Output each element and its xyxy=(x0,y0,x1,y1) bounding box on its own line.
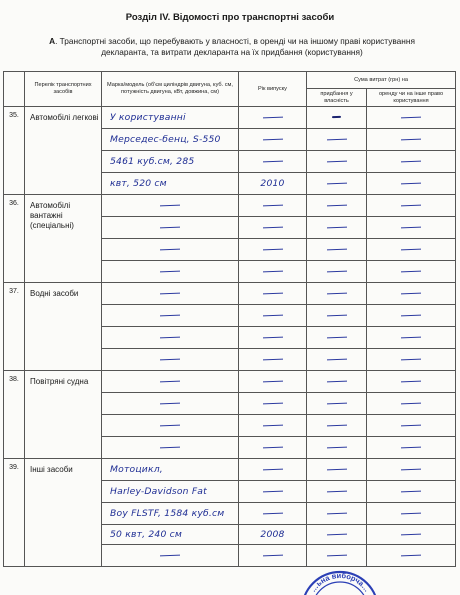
header-rent: оренду чи на інше право користування xyxy=(367,89,456,107)
purchase-cell xyxy=(307,107,367,129)
brand-cell: 50 квт, 240 см xyxy=(102,525,239,545)
dash-mark xyxy=(326,138,346,140)
purchase-cell xyxy=(307,129,367,151)
section-number: 38. xyxy=(4,371,25,459)
dash-mark xyxy=(401,512,421,514)
dash-mark xyxy=(401,336,421,338)
dash-mark xyxy=(326,533,346,535)
dash-mark xyxy=(401,160,421,162)
dash-mark xyxy=(262,226,282,228)
purchase-cell xyxy=(307,545,367,567)
dash-mark xyxy=(262,380,282,382)
brand-cell xyxy=(102,415,239,437)
dash-mark xyxy=(326,314,346,316)
rent-cell xyxy=(367,239,456,261)
dash-mark xyxy=(262,490,282,492)
intro-letter: А xyxy=(49,36,56,46)
dash-mark xyxy=(401,468,421,470)
dash-mark xyxy=(326,160,346,162)
dash-mark xyxy=(262,314,282,316)
year-cell xyxy=(239,415,307,437)
official-stamp xyxy=(290,568,390,595)
rent-cell xyxy=(367,305,456,327)
header-num xyxy=(4,72,25,107)
dash-mark xyxy=(262,554,282,556)
year-cell xyxy=(239,327,307,349)
rent-cell xyxy=(367,327,456,349)
dash-mark xyxy=(262,116,282,118)
dash-mark xyxy=(262,468,282,470)
brand-cell xyxy=(102,261,239,283)
brand-cell xyxy=(102,195,239,217)
intro-text: . Транспортні засоби, що перебувають у власності, в оренді чи на іншому праві користування декларанта, та витрати декларанта на їх придбання (користування) xyxy=(55,36,415,57)
dash-mark xyxy=(160,446,180,448)
table-row xyxy=(4,371,456,393)
header-brand: Марка/модель (об'єм циліндрів двигуна, куб. см, потужність двигуна, кВт, довжина, см) xyxy=(102,72,239,107)
dash-mark xyxy=(326,182,346,184)
header-type: Перелік транспортних засобів xyxy=(25,72,102,107)
brand-cell: Мотоцикл, xyxy=(102,459,239,481)
dash-mark xyxy=(401,490,421,492)
year-cell xyxy=(239,503,307,525)
rent-cell xyxy=(367,459,456,481)
year-cell xyxy=(239,481,307,503)
dash-mark xyxy=(326,292,346,294)
brand-cell xyxy=(102,239,239,261)
purchase-cell xyxy=(307,349,367,371)
year-cell xyxy=(239,239,307,261)
dash-mark xyxy=(401,182,421,184)
brand-cell xyxy=(102,393,239,415)
year-cell xyxy=(239,195,307,217)
dash-mark xyxy=(160,554,180,556)
header-year: Рік випуску xyxy=(239,72,307,107)
year-cell xyxy=(239,349,307,371)
dash-mark xyxy=(326,424,346,426)
dash-mark xyxy=(326,468,346,470)
rent-cell xyxy=(367,107,456,129)
section-label: Водні засоби xyxy=(25,283,102,371)
dash-mark xyxy=(160,204,180,206)
purchase-cell xyxy=(307,217,367,239)
purchase-cell xyxy=(307,305,367,327)
purchase-cell xyxy=(307,503,367,525)
dash-mark xyxy=(262,270,282,272)
dash-mark xyxy=(262,446,282,448)
purchase-cell xyxy=(307,525,367,545)
dash-mark xyxy=(262,512,282,514)
table-row xyxy=(4,459,456,481)
section-label: Повітряні судна xyxy=(25,371,102,459)
table-row xyxy=(4,283,456,305)
rent-cell xyxy=(367,349,456,371)
dash-mark xyxy=(401,533,421,535)
dash-mark xyxy=(326,226,346,228)
dash-mark xyxy=(326,402,346,404)
rent-cell xyxy=(367,261,456,283)
dash-mark xyxy=(401,314,421,316)
dash-mark xyxy=(262,358,282,360)
brand-cell xyxy=(102,349,239,371)
dash-mark xyxy=(160,336,180,338)
dash-mark xyxy=(160,292,180,294)
year-cell xyxy=(239,305,307,327)
purchase-cell xyxy=(307,151,367,173)
dash-mark xyxy=(401,138,421,140)
section-label: Інші засоби xyxy=(25,459,102,567)
purchase-cell xyxy=(307,437,367,459)
year-cell xyxy=(239,217,307,239)
dash-mark xyxy=(401,424,421,426)
purchase-cell xyxy=(307,261,367,283)
transport-table xyxy=(3,71,456,567)
dash-mark xyxy=(160,314,180,316)
dash-mark xyxy=(160,358,180,360)
header-spend: Сума витрат (грн) на xyxy=(307,72,456,89)
dash-mark xyxy=(326,270,346,272)
dash-mark xyxy=(326,554,346,556)
purchase-cell xyxy=(307,195,367,217)
purchase-cell xyxy=(307,415,367,437)
year-cell xyxy=(239,261,307,283)
purchase-cell xyxy=(307,481,367,503)
section-label: Автомобілі вантажні (спеціальні) xyxy=(25,195,102,283)
rent-cell xyxy=(367,217,456,239)
dash-mark xyxy=(326,446,346,448)
brand-cell xyxy=(102,327,239,349)
section-number: 35. xyxy=(4,107,25,195)
dash-mark xyxy=(262,402,282,404)
dash-mark xyxy=(160,270,180,272)
year-cell xyxy=(239,107,307,129)
purchase-cell xyxy=(307,283,367,305)
brand-cell: квт, 520 см xyxy=(102,173,239,195)
rent-cell xyxy=(367,283,456,305)
dash-mark xyxy=(160,424,180,426)
brand-cell xyxy=(102,437,239,459)
rent-cell xyxy=(367,437,456,459)
year-cell: 2008 xyxy=(239,525,307,545)
dash-mark xyxy=(401,358,421,360)
year-cell xyxy=(239,459,307,481)
brand-cell: 5461 куб.см, 285 xyxy=(102,151,239,173)
dash-mark xyxy=(160,380,180,382)
section-label: Автомобілі легкові xyxy=(25,107,102,195)
purchase-cell xyxy=(307,393,367,415)
table-row xyxy=(4,195,456,217)
rent-cell xyxy=(367,151,456,173)
dash-mark xyxy=(262,248,282,250)
year-cell xyxy=(239,129,307,151)
dash-mark xyxy=(401,402,421,404)
rent-cell xyxy=(367,371,456,393)
dash-mark xyxy=(160,226,180,228)
brand-cell xyxy=(102,283,239,305)
dash-mark xyxy=(326,248,346,250)
rent-cell xyxy=(367,545,456,567)
brand-cell xyxy=(102,305,239,327)
dash-mark xyxy=(326,512,346,514)
brand-cell: Мерседес-бенц, S-550 xyxy=(102,129,239,151)
purchase-cell xyxy=(307,327,367,349)
dash-mark xyxy=(326,358,346,360)
dash-mark xyxy=(262,160,282,162)
brand-cell: Harley-Davidson Fat xyxy=(102,481,239,503)
dash-mark xyxy=(401,248,421,250)
dash-mark xyxy=(401,204,421,206)
brand-cell xyxy=(102,545,239,567)
dash-mark xyxy=(326,204,346,206)
dash-mark xyxy=(401,446,421,448)
dash-mark xyxy=(326,336,346,338)
brand-cell xyxy=(102,217,239,239)
purchase-cell xyxy=(307,459,367,481)
purchase-cell xyxy=(307,173,367,195)
table-body xyxy=(4,107,456,567)
year-cell: 2010 xyxy=(239,173,307,195)
dash-mark xyxy=(326,380,346,382)
year-cell xyxy=(239,151,307,173)
section-number: 37. xyxy=(4,283,25,371)
rent-cell xyxy=(367,393,456,415)
purchase-cell xyxy=(307,371,367,393)
dash-mark xyxy=(326,490,346,492)
dash-mark xyxy=(401,554,421,556)
section-number: 36. xyxy=(4,195,25,283)
section-intro xyxy=(32,36,432,58)
dash-mark xyxy=(262,138,282,140)
rent-cell xyxy=(367,503,456,525)
dash-mark xyxy=(401,380,421,382)
brand-cell: Boy FLSTF, 1584 куб.см xyxy=(102,503,239,525)
year-cell xyxy=(239,393,307,415)
header-purchase: придбання у власність xyxy=(307,89,367,107)
dash-mark xyxy=(262,292,282,294)
year-cell xyxy=(239,371,307,393)
brand-cell: У користуванні xyxy=(102,107,239,129)
dash-mark xyxy=(332,116,341,119)
dash-mark xyxy=(401,292,421,294)
dash-mark xyxy=(401,226,421,228)
dash-mark xyxy=(160,248,180,250)
stamp-text: …ьна виборча… xyxy=(308,570,372,594)
rent-cell xyxy=(367,129,456,151)
dash-mark xyxy=(401,270,421,272)
dash-mark xyxy=(160,402,180,404)
section-number: 39. xyxy=(4,459,25,567)
dash-mark xyxy=(262,336,282,338)
rent-cell xyxy=(367,525,456,545)
year-cell xyxy=(239,437,307,459)
brand-cell xyxy=(102,371,239,393)
rent-cell xyxy=(367,415,456,437)
rent-cell xyxy=(367,195,456,217)
dash-mark xyxy=(262,204,282,206)
rent-cell xyxy=(367,173,456,195)
page-title: Розділ IV. Відомості про транспортні засоби xyxy=(125,12,335,23)
year-cell xyxy=(239,283,307,305)
purchase-cell xyxy=(307,239,367,261)
year-cell xyxy=(239,545,307,567)
table-row xyxy=(4,107,456,129)
dash-mark xyxy=(262,424,282,426)
dash-mark xyxy=(401,116,421,118)
rent-cell xyxy=(367,481,456,503)
